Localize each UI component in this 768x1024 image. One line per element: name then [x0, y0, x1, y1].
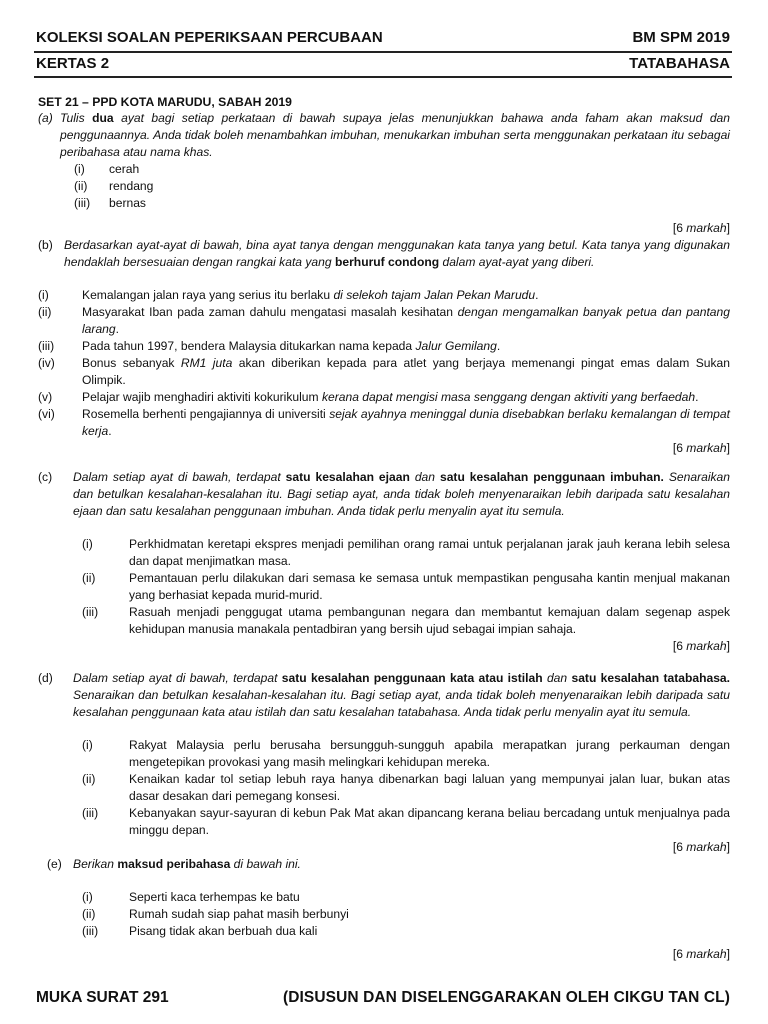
item-text: Perkhidmatan keretapi ekspres menjadi pemilihan orang ramai untuk perjalanan jarak jauh kerana lebih selesa dan dapat menjimatkan masa. [129, 537, 730, 568]
item-text-plain: . [695, 390, 699, 404]
item-number: (i) [82, 890, 93, 904]
marks-word: markah [686, 441, 727, 455]
paper-name: KERTAS 2 [36, 55, 110, 72]
header-divider-bottom [34, 76, 732, 78]
question-c-instruction [73, 469, 730, 520]
list-item [38, 389, 730, 406]
item-text-plain: Kemalangan jalan raya yang serius itu berlaku [82, 288, 334, 302]
question-c [38, 469, 730, 520]
question-d-instruction [73, 670, 730, 721]
collection-title: KOLEKSI SOALAN PEPERIKSAAN PERCUBAAN [36, 29, 383, 46]
instr-text: Senaraikan dan betulkan kesalahan-kesalahan itu. Bagi setiap ayat, anda tidak boleh menyenaraikan lebih daripada satu kesalahan ejaan dan satu kesalahan penggunaan imbuhan. Anda tidak perlu menyalin ayat itu semula. [73, 470, 731, 518]
item-number: (iii) [82, 605, 99, 619]
item-text: rendang [109, 179, 154, 193]
list-item [74, 195, 730, 212]
page-number: MUKA SURAT 291 [36, 989, 169, 1006]
list-item [82, 737, 730, 771]
item-text: Kenaikan kadar tol setiap lebuh raya hanya dibenarkan bagi laluan yang mempunyai jalan luar, bukan atas dasar desakan dari pemegang konsesi. [129, 772, 730, 803]
item-number: (i) [74, 162, 85, 176]
header-row-2 [36, 55, 730, 72]
instr-emphasis: dua [92, 111, 114, 125]
header-row-1 [36, 29, 730, 46]
instr-text: Berikan [73, 857, 118, 871]
question-e-label: (e) [47, 857, 62, 871]
item-text: Pemantauan perlu dilakukan dari semasa ke semasa untuk mempastikan pengusaha kantin menjual makanan yang berhasiat kepada murid-murid. [129, 571, 730, 602]
marks-open: [6 [672, 441, 687, 455]
question-b-instruction [64, 237, 730, 271]
question-a-instruction [60, 110, 730, 161]
question-e-instruction [73, 856, 730, 873]
instr-text: dalam ayat-ayat yang diberi. [439, 255, 595, 269]
item-number: (ii) [38, 305, 52, 319]
author-credit: (DISUSUN DAN DISELENGGARAKAN OLEH CIKGU TAN CL) [282, 989, 730, 1006]
instr-text: Tulis [60, 111, 93, 125]
item-text [82, 389, 730, 406]
item-text: Rakyat Malaysia perlu berusaha bersungguh-sungguh apabila merapatkan jurang perkauman dengan mengetepikan provokasi yang masih melingkari kehidupan mereka. [129, 738, 730, 769]
item-text-plain: Pelajar wajib menghadiri aktiviti kokurikulum [82, 390, 322, 404]
marks-word: markah [686, 639, 727, 653]
instr-text: Dalam setiap ayat di bawah, terdapat [73, 470, 286, 484]
instr-emphasis: satu kesalahan tatabahasa. [571, 671, 731, 685]
item-text-plain: . [496, 339, 501, 353]
question-c-list [82, 536, 730, 638]
marks-close: ] [726, 221, 730, 235]
item-text-plain: Bonus sebanyak [82, 356, 181, 370]
question-b-list [38, 287, 730, 440]
subject-name: TATABAHASA [629, 55, 730, 72]
item-text: cerah [109, 162, 140, 176]
set-title: SET 21 – PPD KOTA MARUDU, SABAH 2019 [38, 95, 292, 109]
list-item [82, 771, 730, 805]
marks-word: markah [686, 840, 727, 854]
item-text: Rasuah menjadi penggugat utama pembangunan negara dan membantut kemajuan dalam segenap aspek kehidupan manusia manakala pentadbiran yang bersih ujud sebagai impian sahaja. [129, 605, 730, 636]
marks-label [38, 440, 730, 457]
item-number: (ii) [74, 179, 88, 193]
item-text-plain: akan diberikan kepada para atlet yang berjaya memenangi pingat emas dalam Sukan Olimpik. [82, 356, 730, 387]
page-footer [36, 989, 730, 1007]
question-b [38, 237, 730, 271]
marks-word: markah [686, 947, 727, 961]
list-item [38, 355, 730, 389]
list-item [82, 906, 730, 923]
question-d [38, 670, 730, 721]
marks-close: ] [726, 947, 730, 961]
question-d-label: (d) [38, 671, 53, 685]
instr-emphasis: satu kesalahan penggunaan kata atau istilah [281, 671, 543, 685]
item-text [82, 304, 730, 338]
item-text-italic: dengan mengamalkan banyak petua dan pantang larang [82, 305, 730, 336]
instr-emphasis: maksud peribahasa [117, 857, 231, 871]
list-item [38, 304, 730, 338]
instr-text: dan [409, 470, 440, 484]
instr-emphasis: berhuruf condong [334, 255, 440, 269]
question-e-list [82, 889, 730, 940]
item-text-plain: Masyarakat Iban pada zaman dahulu mengatasi masalah kesihatan [82, 305, 458, 319]
marks-label [38, 638, 730, 655]
item-number: (ii) [82, 907, 96, 921]
marks-word: markah [686, 221, 727, 235]
item-text [82, 338, 730, 355]
marks-label [38, 839, 730, 856]
item-text-italic: di selekoh tajam Jalan Pekan Marudu [333, 288, 536, 302]
list-item [82, 889, 730, 906]
header-divider [34, 51, 732, 53]
item-number: (ii) [82, 571, 96, 585]
item-number: (iii) [82, 924, 99, 938]
marks-open: [6 [672, 639, 687, 653]
list-item [74, 161, 730, 178]
instr-text: Dalam setiap ayat di bawah, terdapat [73, 671, 282, 685]
marks-open: [6 [672, 221, 687, 235]
list-item [38, 406, 730, 440]
item-number: (v) [38, 390, 53, 404]
marks-label [38, 946, 730, 963]
list-item [82, 805, 730, 839]
item-text-plain: . [108, 424, 112, 438]
question-b-label: (b) [38, 238, 53, 252]
marks-open: [6 [672, 947, 687, 961]
marks-close: ] [726, 441, 730, 455]
exam-name: BM SPM 2019 [632, 29, 730, 46]
question-a [38, 110, 730, 161]
item-number: (i) [38, 288, 49, 302]
item-text-italic: RM1 juta [180, 356, 233, 370]
marks-close: ] [726, 639, 730, 653]
question-c-label: (c) [38, 470, 53, 484]
item-number: (iii) [38, 339, 55, 353]
list-item [38, 338, 730, 355]
question-content [38, 94, 730, 963]
instr-text: Senaraikan dan betulkan kesalahan-kesalahan itu. Bagi setiap ayat, anda tidak boleh menyenaraikan lebih daripada satu kesalahan penggunaan kata atau istilah dan satu kesalahan tatabahasa. Anda tidak perlu menyalin ayat itu semula. [73, 688, 730, 719]
question-a-list [74, 161, 730, 212]
item-text-italic: sejak ayahnya meninggal dunia disebabkan berlaku kemalangan di tempat kerja [82, 407, 730, 438]
instr-emphasis: satu kesalahan penggunaan imbuhan. [439, 470, 664, 484]
item-number: (vi) [38, 407, 55, 421]
item-text [82, 406, 730, 440]
item-text-plain: . [535, 288, 539, 302]
item-text [82, 287, 730, 304]
list-item [74, 178, 730, 195]
item-text: Seperti kaca terhempas ke batu [129, 890, 300, 904]
item-text [82, 355, 730, 389]
item-number: (iv) [38, 356, 55, 370]
instr-text: Berdasarkan ayat-ayat di bawah, bina ayat tanya dengan menggunakan kata tanya yang betul. Kata tanya yang digunakan hendaklah bersesuaian dengan rangkai kata yang [64, 238, 730, 269]
list-item [38, 287, 730, 304]
list-item [82, 923, 730, 940]
list-item [82, 536, 730, 570]
item-text-plain: Pada tahun 1997, bendera Malaysia ditukarkan nama kepada [82, 339, 416, 353]
item-text-plain: . [115, 322, 119, 336]
item-number: (i) [82, 537, 93, 551]
item-text: bernas [109, 196, 146, 210]
question-e [47, 856, 730, 873]
item-text: Pisang tidak akan berbuah dua kali [129, 924, 318, 938]
item-text-plain: Rosemella berhenti pengajiannya di universiti [82, 407, 330, 421]
instr-text: ayat bagi setiap perkataan di bawah supaya jelas menunjukkan bahawa anda faham akan maksud dan penggunaannya. Anda tidak boleh menambahkan imbuhan, menukarkan imbuhan serta menggunakan perkataan itu sebagai peribahasa atau nama khas. [60, 111, 730, 159]
item-number: (i) [82, 738, 93, 752]
marks-open: [6 [672, 840, 687, 854]
list-item [82, 604, 730, 638]
question-a-label: (a) [38, 111, 53, 125]
list-item [82, 570, 730, 604]
item-text-italic: Jalur Gemilang [415, 339, 497, 353]
question-d-list [82, 737, 730, 839]
marks-label [38, 220, 730, 237]
item-number: (iii) [82, 806, 99, 820]
item-text: Kebanyakan sayur-sayuran di kebun Pak Mat akan dipancang kerana beliau bercadang untuk menjualnya pada minggu depan. [129, 806, 730, 837]
item-number: (ii) [82, 772, 96, 786]
marks-close: ] [726, 840, 730, 854]
item-number: (iii) [74, 196, 91, 210]
item-text: Rumah sudah siap pahat masih berbunyi [129, 907, 349, 921]
instr-text: di bawah ini. [230, 857, 301, 871]
instr-emphasis: satu kesalahan ejaan [285, 470, 410, 484]
item-text-italic: kerana dapat mengisi masa senggang dengan aktiviti yang berfaedah [321, 390, 696, 404]
instr-text: dan [542, 671, 572, 685]
